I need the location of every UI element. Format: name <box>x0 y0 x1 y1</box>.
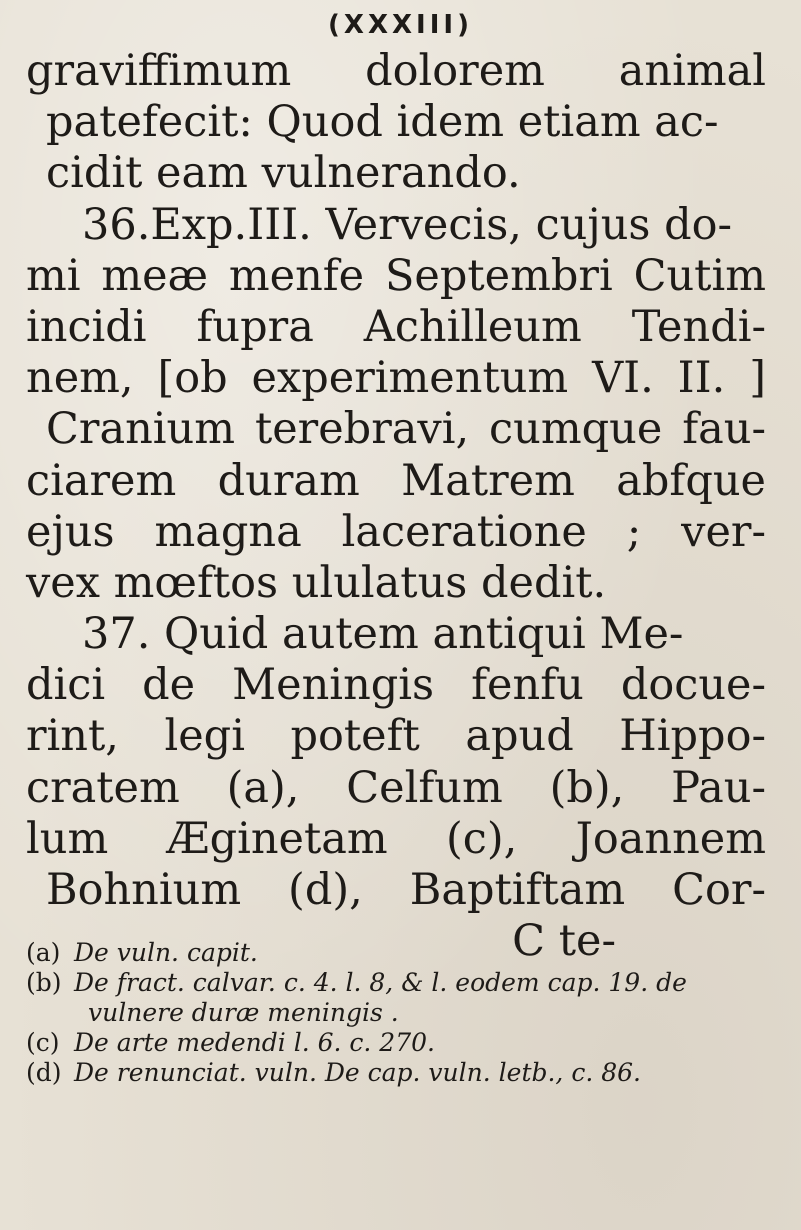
footnote-mark: (d) <box>26 1058 62 1087</box>
text-line-6: incidi fupra Achilleum Tendi- <box>26 301 766 352</box>
text-line-8: Cranium terebravi, cumque fau- <box>46 404 766 455</box>
footnote-d <box>26 1058 766 1088</box>
text-line-14: rint, legi poteft apud Hippo- <box>26 711 766 762</box>
text-line-4: 36.Exp.III. Vervecis, cujus do- <box>82 199 733 250</box>
text-line-11: vex mœftos ululatus dedit. <box>26 557 607 608</box>
text-line-9: ciarem duram Matrem abfque <box>26 455 766 506</box>
text-line-17: Bohnium (d), Baptiftam Cor- <box>46 865 766 915</box>
text-line-16: lum Æginetam (c), Joannem <box>26 813 766 864</box>
footnote-mark: (a) <box>26 938 61 967</box>
footnote-text: De renunciat. vuln. De cap. vuln. letb., c. 86. <box>73 1058 641 1087</box>
catchword: C te- <box>512 916 616 967</box>
footnote-mark: (b) <box>26 968 62 997</box>
footnote-b-continued: vulnere duræ meningis . <box>88 998 399 1027</box>
text-line-15: cratem (a), Celfum (b), Pau- <box>26 762 766 813</box>
body-text <box>26 46 766 967</box>
text-line-10: ejus magna laceratione ; ver- <box>26 506 766 557</box>
text-line-2: patefecit: Quod idem etiam ac- <box>46 97 719 148</box>
footnote-c <box>26 1028 766 1058</box>
footnote-b <box>26 968 766 998</box>
footnote-mark: (c) <box>26 1028 60 1057</box>
text-line-13: dici de Meningis fenfu docue- <box>26 660 766 711</box>
footnote-a <box>26 938 766 968</box>
footnote-text: De arte medendi l. 6. c. 270. <box>73 1028 435 1057</box>
text-line-5: mi meæ menfe Septembri Cutim <box>26 250 766 301</box>
footnotes <box>26 938 766 1088</box>
footnote-text: De fract. calvar. c. 4. l. 8, & l. eodem cap. 19. de <box>73 968 687 997</box>
footnote-text: De vuln. capit. <box>73 938 258 967</box>
text-line-1: graviffimum dolorem animal <box>26 46 766 96</box>
text-line-3: cidit eam vulnerando. <box>46 148 521 199</box>
page-header: (XXXIII) <box>328 10 473 40</box>
text-line-12: 37. Quid autem antiqui Me- <box>82 609 684 660</box>
text-line-7: nem, [ob experimentum VI. II. ] <box>26 353 766 404</box>
